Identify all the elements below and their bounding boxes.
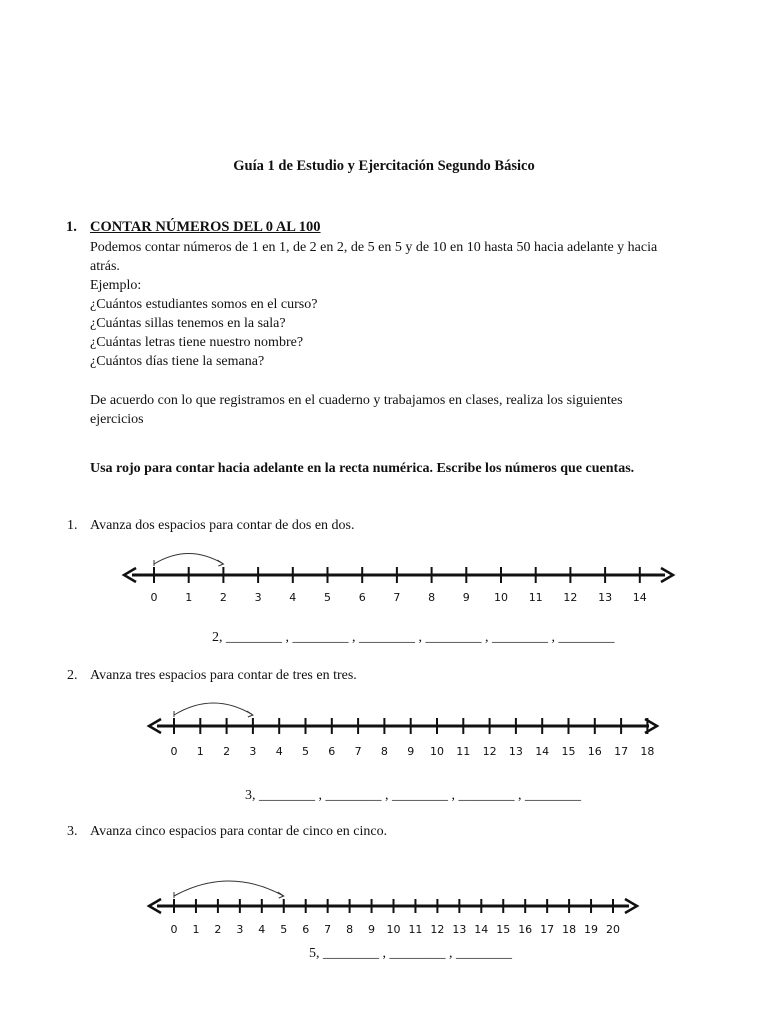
tick-label: 1 bbox=[192, 923, 200, 936]
instruction-line-1: De acuerdo con lo que registramos en el cuaderno y trabajamos en clases, realiza los siguientes bbox=[90, 393, 623, 408]
intro-line-2: atrás. bbox=[90, 259, 120, 274]
tick-label: 12 bbox=[430, 923, 445, 936]
tick-label: 14 bbox=[632, 591, 647, 604]
jump-arc bbox=[174, 881, 284, 896]
exercise-text: Avanza dos espacios para contar de dos en dos. bbox=[90, 518, 355, 533]
tick-label: 8 bbox=[380, 745, 388, 758]
tick-label: 12 bbox=[482, 745, 497, 758]
tick-label: 4 bbox=[258, 923, 266, 936]
tick-label: 3 bbox=[249, 745, 257, 758]
tick-label: 5 bbox=[324, 591, 331, 604]
tick-label: 9 bbox=[462, 591, 470, 604]
tick-label: 10 bbox=[386, 923, 401, 936]
exercise-number: 2. bbox=[67, 668, 78, 683]
tick-label: 11 bbox=[456, 745, 471, 758]
tick-label: 3 bbox=[254, 591, 262, 604]
tick-label: 10 bbox=[494, 591, 508, 604]
tick-label: 8 bbox=[428, 591, 436, 604]
tick-label: 4 bbox=[289, 591, 297, 604]
tick-label: 6 bbox=[358, 591, 366, 604]
tick-label: 16 bbox=[518, 923, 533, 936]
number-line-3 bbox=[145, 868, 645, 940]
tick-label: 11 bbox=[528, 591, 543, 604]
tick-label: 15 bbox=[496, 923, 511, 936]
question-item: ¿Cuántos días tiene la semana? bbox=[90, 354, 265, 369]
tick-label: 14 bbox=[535, 745, 550, 758]
number-line-2 bbox=[145, 694, 665, 764]
tick-label: 1 bbox=[185, 591, 193, 604]
tick-label: 6 bbox=[302, 923, 310, 936]
tick-label: 11 bbox=[408, 923, 423, 936]
tick-label: 2 bbox=[223, 745, 231, 758]
question-item: ¿Cuántos estudiantes somos en el curso? bbox=[90, 297, 318, 312]
intro-line-1: Podemos contar números de 1 en 1, de 2 en 2, de 5 en 5 y de 10 en 10 hasta 50 hacia adelante y hacia bbox=[90, 240, 658, 255]
page-title: Guía 1 de Estudio y Ejercitación Segundo Básico bbox=[233, 158, 535, 174]
tick-label: 9 bbox=[407, 745, 415, 758]
tick-label: 0 bbox=[170, 923, 178, 936]
arc-arrowhead-icon bbox=[278, 892, 284, 898]
answer-line: 5, ________ , ________ , ________ bbox=[309, 946, 512, 961]
number-line-1 bbox=[118, 548, 680, 610]
tick-label: 13 bbox=[452, 923, 467, 936]
section-number: 1. bbox=[66, 219, 77, 235]
answer-line: 2, ________ , ________ , ________ , ________ , ________ , ________ bbox=[212, 630, 615, 645]
tick-label: 7 bbox=[393, 591, 401, 604]
arc-arrowhead-icon bbox=[247, 711, 253, 717]
tick-label: 18 bbox=[562, 923, 577, 936]
example-label: Ejemplo: bbox=[90, 278, 142, 293]
tick-label: 7 bbox=[324, 923, 332, 936]
tick-label: 19 bbox=[584, 923, 599, 936]
tick-label: 13 bbox=[508, 745, 523, 758]
jump-arc bbox=[154, 554, 223, 565]
tick-label: 7 bbox=[354, 745, 362, 758]
instruction-line-2: ejercicios bbox=[90, 412, 144, 427]
tick-label: 18 bbox=[640, 745, 655, 758]
tick-label: 15 bbox=[561, 745, 576, 758]
tick-label: 0 bbox=[170, 745, 178, 758]
tick-label: 3 bbox=[236, 923, 244, 936]
tick-label: 0 bbox=[150, 591, 158, 604]
tick-label: 8 bbox=[346, 923, 354, 936]
tick-label: 10 bbox=[430, 745, 444, 758]
exercise-text: Avanza cinco espacios para contar de cinco en cinco. bbox=[90, 824, 388, 839]
bold-instruction: Usa rojo para contar hacia adelante en la recta numérica. Escribe los números que cuentas. bbox=[90, 461, 635, 476]
tick-label: 20 bbox=[606, 923, 620, 936]
question-item: ¿Cuántas letras tiene nuestro nombre? bbox=[90, 335, 304, 350]
tick-label: 2 bbox=[219, 591, 227, 604]
tick-label: 4 bbox=[275, 745, 283, 758]
exercise-number: 3. bbox=[67, 824, 78, 839]
exercise-text: Avanza tres espacios para contar de tres en tres. bbox=[90, 668, 357, 683]
answer-line: 3, ________ , ________ , ________ , ________ , ________ bbox=[245, 788, 581, 803]
tick-label: 17 bbox=[540, 923, 555, 936]
tick-label: 17 bbox=[614, 745, 629, 758]
tick-label: 2 bbox=[214, 923, 222, 936]
tick-label: 9 bbox=[368, 923, 376, 936]
tick-label: 14 bbox=[474, 923, 489, 936]
tick-label: 6 bbox=[328, 745, 336, 758]
tick-label: 1 bbox=[196, 745, 204, 758]
tick-label: 16 bbox=[587, 745, 602, 758]
arc-arrowhead-icon bbox=[217, 560, 223, 566]
section-heading: CONTAR NÚMEROS DEL 0 AL 100 bbox=[90, 219, 321, 235]
jump-arc bbox=[174, 703, 253, 715]
tick-label: 12 bbox=[563, 591, 578, 604]
question-item: ¿Cuántas sillas tenemos en la sala? bbox=[90, 316, 286, 331]
tick-label: 5 bbox=[302, 745, 309, 758]
tick-label: 5 bbox=[280, 923, 288, 936]
tick-label: 13 bbox=[598, 591, 613, 604]
exercise-number: 1. bbox=[67, 518, 78, 533]
